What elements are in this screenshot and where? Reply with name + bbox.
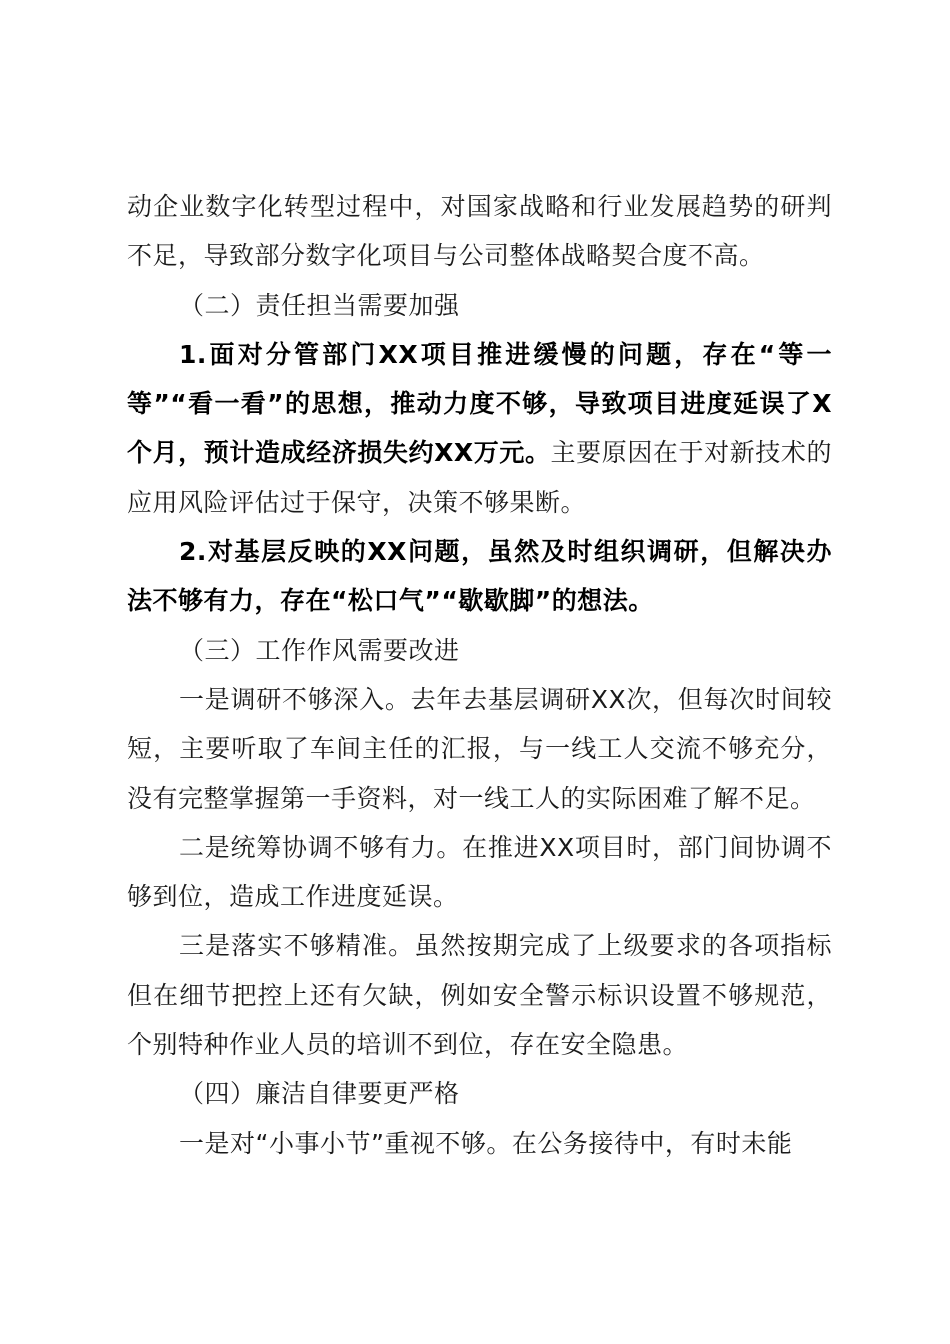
paragraph-continuation bbox=[127, 182, 832, 281]
paragraph-text: 主要原因在于对新技术的应用风险评估过于保守，决策不够果断。 bbox=[127, 438, 832, 517]
document-body bbox=[127, 182, 832, 1168]
heading-text: （二）责任担当需要加强 bbox=[179, 290, 460, 320]
paragraph-integrity bbox=[127, 1119, 832, 1168]
paragraph-text: 一是对“小事小节”重视不够。在公务接待中，有时未能 bbox=[179, 1128, 793, 1158]
paragraph-coordination bbox=[127, 823, 832, 922]
paragraph-text: 一是调研不够深入。去年去基层调研XX次，但每次时间较短，主要听取了车间主任的汇报，与一线工人交流不够充分，没有完整掌握第一手资料，对一线工人的实际困难了解不足。 bbox=[127, 684, 832, 813]
paragraph-implementation bbox=[127, 921, 832, 1069]
paragraph-item-2 bbox=[127, 527, 832, 626]
paragraph-text: 动企业数字化转型过程中，对国家战略和行业发展趋势的研判不足，导致部分数字化项目与公司整体战略契合度不高。 bbox=[127, 192, 832, 271]
paragraph-bold-text: 2.对基层反映的XX问题，虽然及时组织调研，但解决办法不够有力，存在“松口气”“歇歇脚”的想法。 bbox=[127, 537, 832, 616]
section-heading-4 bbox=[127, 1069, 832, 1118]
section-heading-2 bbox=[127, 281, 832, 330]
paragraph-item-1 bbox=[127, 330, 832, 527]
heading-text: （三）工作作风需要改进 bbox=[179, 635, 460, 665]
paragraph-text: 二是统筹协调不够有力。在推进XX项目时，部门间协调不够到位，造成工作进度延误。 bbox=[127, 832, 832, 912]
paragraph-text: 三是落实不够精准。虽然按期完成了上级要求的各项指标但在细节把控上还有欠缺，例如安全警示标识设置不够规范，个别特种作业人员的培训不到位，存在安全隐患。 bbox=[127, 931, 832, 1060]
section-heading-3 bbox=[127, 626, 832, 675]
paragraph-bold-text: 1.面对分管部门XX项目推进缓慢的问题，存在“等一等”“看一看”的思想，推动力度不够，导致项目进度延误了X个月，预计造成经济损失约XX万元。 bbox=[127, 339, 832, 468]
heading-text: （四）廉洁自律要更严格 bbox=[179, 1079, 460, 1109]
paragraph-research bbox=[127, 675, 832, 823]
